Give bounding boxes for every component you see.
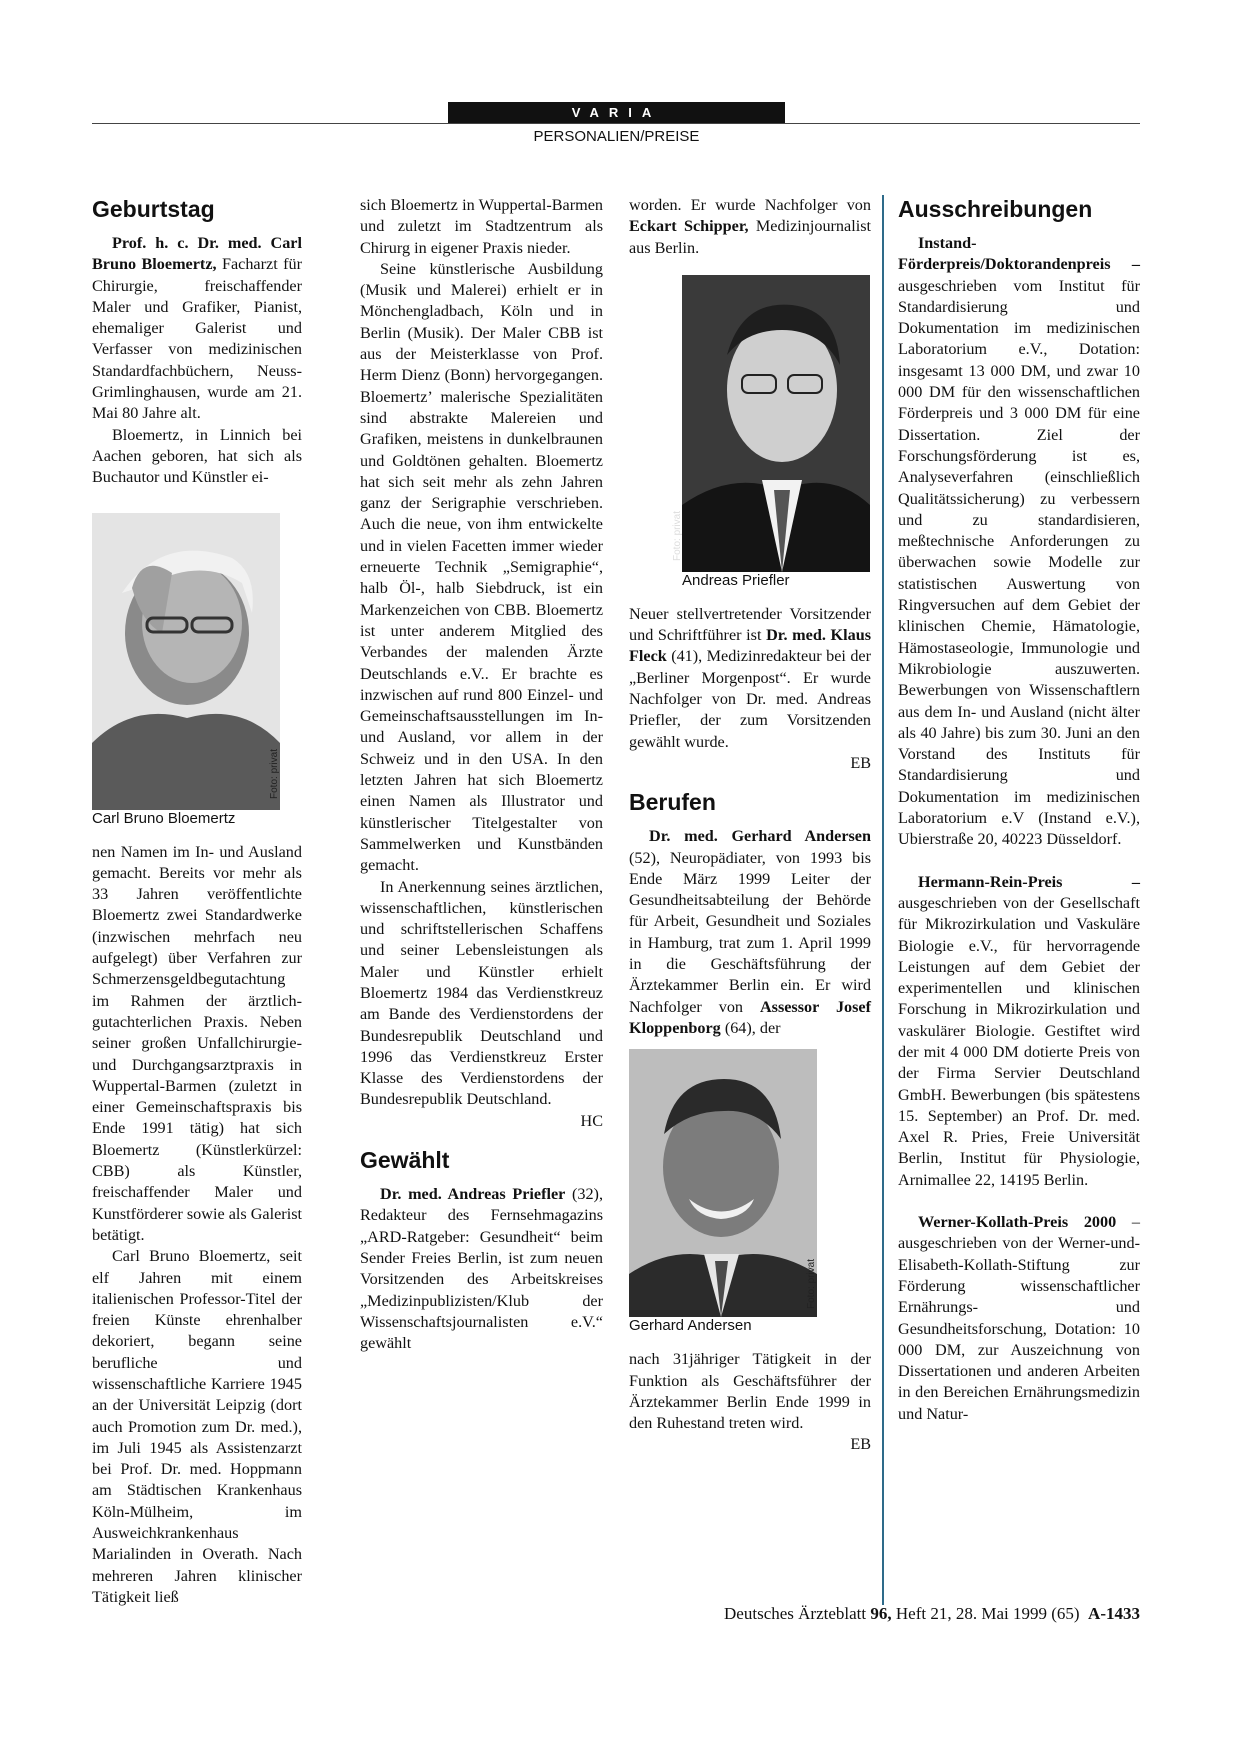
paragraph-text: (64), der	[720, 1018, 781, 1037]
paragraph-text: Facharzt für Chirurgie, freischaffender Maler und Grafiker, Pianist, ehemaliger Galerist und Verfasser von medizinischen Standardfachbüchern, Neuss-Grimlinghausen, wurde am 21. Mai 80 Jahre alt.	[92, 255, 302, 423]
photo-caption: Gerhard Andersen	[629, 1317, 752, 1335]
paragraph-text: worden. Er wurde Nachfolger von	[629, 196, 871, 214]
portrait-image	[629, 1049, 817, 1317]
photo-credit: Foto: privat	[672, 510, 683, 561]
paragraph-text: ausgeschrieben von der Gesellschaft für Mikrozirkulation und Vaskuläre Biologie e.V., für hervorragende Leistungen auf dem Gebiet der experimentellen und klinischen Forschung in Mikrozirkulation und vaskulärer Biologie. Gestiftet wird der mit 4 000 DM dotierte Preis von der Firma Servier Deutschland GmbH. Bewerbungen (bis spätestens 15. September) an Prof. Dr. med. Axel R. Pries, Freie Universität Berlin, Institut für Physiologie, Arnimallee 22, 14195 Berlin.	[898, 893, 1140, 1189]
paragraph: Seine künstlerische Ausbildung (Musik und Malerei) erhielt er in Mönchengladbach, Köln und in Berlin (Musik). Der Maler CBB ist aus der Meisterklasse von Prof. Herm Dienz (Bonn) hervorgegangen. Bloemertz’ malerische Spezialitäten sind abstrakte Malereien und Grafiken, meistens in dunkelbraunen und Goldtönen gehalten. Bloemertz hat sich seit mehr als zehn Jahren ganz der Serigraphie verschrieben. Auch die neue, von ihm entwickelte und in vielen Facetten immer wieder erneuerte Technik „Semigraphie“, halb Öl-, halb Siebdruck, ist ein Markenzeichen von CBB. Bloemertz ist unter anderem Mitglied des Verbandes der malenden Ärzte Deutschlands e.V.. Er brachte es inzwischen auf rund 800 Einzel- und Gemeinschaftsausstellungen im In- und Ausland, vor allem in der Schweiz und in den USA. In den letzten Jahren hat sich Bloemertz einen Namen als Illustrator und künstlerischer Titelgestalter von Sammelwerken und Kunstbänden gemacht.	[360, 259, 603, 875]
author-initials: EB	[850, 753, 871, 772]
header-rule	[92, 123, 1140, 124]
photo-credit: Foto: privat	[269, 748, 280, 799]
photo-block-andersen	[629, 1049, 871, 1335]
heading-ausschreibungen: Ausschreibungen	[898, 196, 1093, 222]
paragraph	[898, 1212, 1140, 1425]
portrait-photo-andersen	[629, 1049, 817, 1317]
paragraph	[629, 604, 871, 774]
page-number: A-1433	[1088, 1604, 1140, 1623]
volume-number: 96,	[870, 1604, 892, 1623]
paragraph-text: (32), Redakteur des Fernsehmagazins „ARD-Ratgeber: Gesundheit“ beim Sender Freies Berlin, ist zum neuen Vorsitzenden des Arbeitskreises „Medizinpublizisten/Klub der Wissenschaftsjournalisten e.V.“ gewählt	[360, 1185, 603, 1353]
paragraph-text: (41), Medizinredakteur bei der „Berliner Morgenpost“. Er wurde Nachfolger von Dr. med. Andreas Priefler, der zum Vorsitzenden gewählt wurde.	[629, 647, 871, 751]
portrait-photo-priefler	[672, 275, 870, 572]
paragraph: sich Bloemertz in Wuppertal-Barmen und zuletzt im Stadtzentrum als Chirurg in eigener Praxis nieder.	[360, 196, 603, 257]
person-name: Prof. h. c. Dr. med. Carl Bruno Bloemertz,	[92, 234, 302, 274]
person-name: Assessor Josef Kloppenborg	[629, 997, 872, 1037]
person-name: Dr. med. Gerhard Andersen	[649, 827, 871, 846]
paragraph: nen Namen im In- und Ausland gemacht. Bereits vor mehr als 33 Jahren veröffentlichte Bloemertz zwei Standardwerke (inzwischen mehrfach neu aufgelegt) über Verfahren zur Schmerzensgeldbegutachtung im Rahmen der ärztlich-gutachterlichen Praxis. Neben seiner großen Unfallchirurgie- und Durchgangsarztpraxis in Wuppertal-Barmen (zuletzt in einer Gemeinschaftspraxis bis Ende 1991 tätig) hat sich Bloemertz (Künstlerkürzel: CBB) als Künstler, freischaffender Maler und Kunstförderer sowie als Galerist betätigt.	[92, 842, 302, 1244]
person-name: Dr. med. Andreas Priefler	[380, 1185, 566, 1204]
heading-berufen: Berufen	[629, 789, 716, 816]
paragraph	[629, 1349, 871, 1455]
column-4	[898, 195, 1140, 1425]
paragraph: Bloemertz, in Linnich bei Aachen geboren, hat sich als Buchautor und Künstler ei-	[92, 425, 302, 487]
column-2	[360, 195, 603, 1354]
author-initials: HC	[580, 1111, 603, 1130]
portrait-image	[92, 513, 280, 810]
issue-info: Heft 21, 28. Mai 1999 (65)	[891, 1604, 1080, 1623]
journal-name: Deutsches Ärzteblatt	[724, 1604, 871, 1623]
paragraph-text: Neuer stellvertretender Vorsitzender und Schriftführer ist	[629, 604, 871, 645]
subsection-label: PERSONALIEN/PREISE	[533, 128, 700, 145]
person-name: Eckart Schipper,	[629, 217, 749, 236]
heading-geburtstag: Geburtstag	[92, 196, 215, 222]
author-initials: EB	[850, 1435, 871, 1454]
person-name: Dr. med. Klaus Fleck	[629, 626, 872, 666]
paragraph	[360, 877, 603, 1133]
paragraph	[898, 872, 1140, 1191]
paragraph-text: (52), Neuropädiater, von 1993 bis Ende März 1999 Leiter der Gesundheitsabteilung der Behörde für Arbeit, Gesundheit und Soziales in Hamburg, trat zum 1. April 1999 in die Geschäftsführung der Ärztekammer Berlin ein. Er wird Nachfolger von	[629, 848, 871, 1016]
column-divider	[882, 195, 884, 1605]
prize-name: Hermann-Rein-Preis –	[918, 872, 1140, 891]
paragraph-text: – ausgeschrieben von der Werner-und-Elisabeth-Kollath-Stiftung zur Förderung wissenschaftlicher Ernährungs- und Gesundheitsforschung, Dotation: 10 000 DM, zur Auszeichnung von Dissertationen und anderen Arbeiten in den Bereichen Ernährungsmedizin und Natur-	[898, 1213, 1140, 1423]
paragraph-text: In Anerkennung seines ärztlichen, wissenschaftlichen, künstlerischen und schriftstellerischen Schaffens und seiner Lebensleistungen als Maler und Künstler erhielt Bloemertz 1984 das Verdienstkreuz am Bande des Verdienstordens der Bundesrepublik Deutschland und 1996 das Verdienstkreuz Erster Klasse des Verdienstordens der Bundesrepublik Deutschland.	[360, 877, 603, 1109]
portrait-image	[682, 275, 870, 572]
photo-caption: Carl Bruno Bloemertz	[92, 809, 236, 827]
photo-caption: Andreas Priefler	[682, 571, 790, 589]
photo-credit: Foto: privat	[806, 1259, 817, 1310]
paragraph	[92, 233, 302, 425]
heading-gewaehlt: Gewählt	[360, 1147, 450, 1174]
paragraph-text: Medizinjournalist aus Berlin.	[629, 217, 871, 257]
portrait-photo-bloemertz	[92, 513, 280, 810]
paragraph-text: ausgeschrieben vom Institut für Standardisierung und Dokumentation im medizinischen Laboratorium e.V., Dotation: insgesamt 13 000 DM, und zwar 10 000 DM für den wissenschaftlichen Förderpreis und 3 000 DM für eine Dissertation. Ziel der Forschungsförderung ist es, Analyseverfahren (einschließlich Qualitätssicherung) zu verbessern und zu standardisieren, meßtechnische Anforderungen zu überwachen sowie Modelle zur statistischen Auswertung von Ringversuchen auf dem Gebiet der klinischen Chemie, Hämatologie, Hämostaseologie, Immunologie und Mikrobiologie auszuwerten. Bewerbungen von Wissenschaftlern aus dem In- und Ausland (nicht älter als 40 Jahre) bis zum 30. Juni an den Vorstand des Instituts für Standardisierung und Dokumentation im medizinischen Laboratorium e.V (Instand e.V.), Ubierstraße 20, 40223 Düsseldorf.	[898, 276, 1140, 849]
photo-block-priefler	[672, 275, 871, 590]
paragraph	[360, 1184, 603, 1354]
column-1	[92, 195, 302, 1608]
section-label: VARIA	[448, 102, 785, 124]
paragraph	[898, 233, 1140, 851]
photo-block-bloemertz	[92, 513, 302, 828]
paragraph-text: nach 31jähriger Tätigkeit in der Funktion als Geschäftsführer der Ärztekammer Berlin Ende 1999 in den Ruhestand treten wird.	[629, 1350, 871, 1433]
paragraph	[629, 195, 871, 259]
paragraph: Carl Bruno Bloemertz, seit elf Jahren mit einem italienischen Professor-Titel der freien Künste ehrenhalber dekoriert, begann seine berufliche und wissenschaftliche Karriere 1945 an der Universität Leipzig (dort auch Promotion zum Dr. med.), im Juli 1945 als Assistenzarzt bei Prof. Dr. med. Hoppmann am Städtischen Krankenhaus Köln-Mülheim, im Ausweichkrankenhaus Marialinden in Overath. Nach mehreren Jahren klinischer Tätigkeit ließ	[92, 1247, 302, 1606]
page-footer	[600, 1604, 1140, 1624]
column-3	[629, 195, 871, 1456]
prize-name: Instand-Förderpreis/Doktorandenpreis –	[898, 234, 1140, 274]
prize-name: Werner-Kollath-Preis 2000	[918, 1213, 1117, 1232]
paragraph	[629, 826, 871, 1039]
